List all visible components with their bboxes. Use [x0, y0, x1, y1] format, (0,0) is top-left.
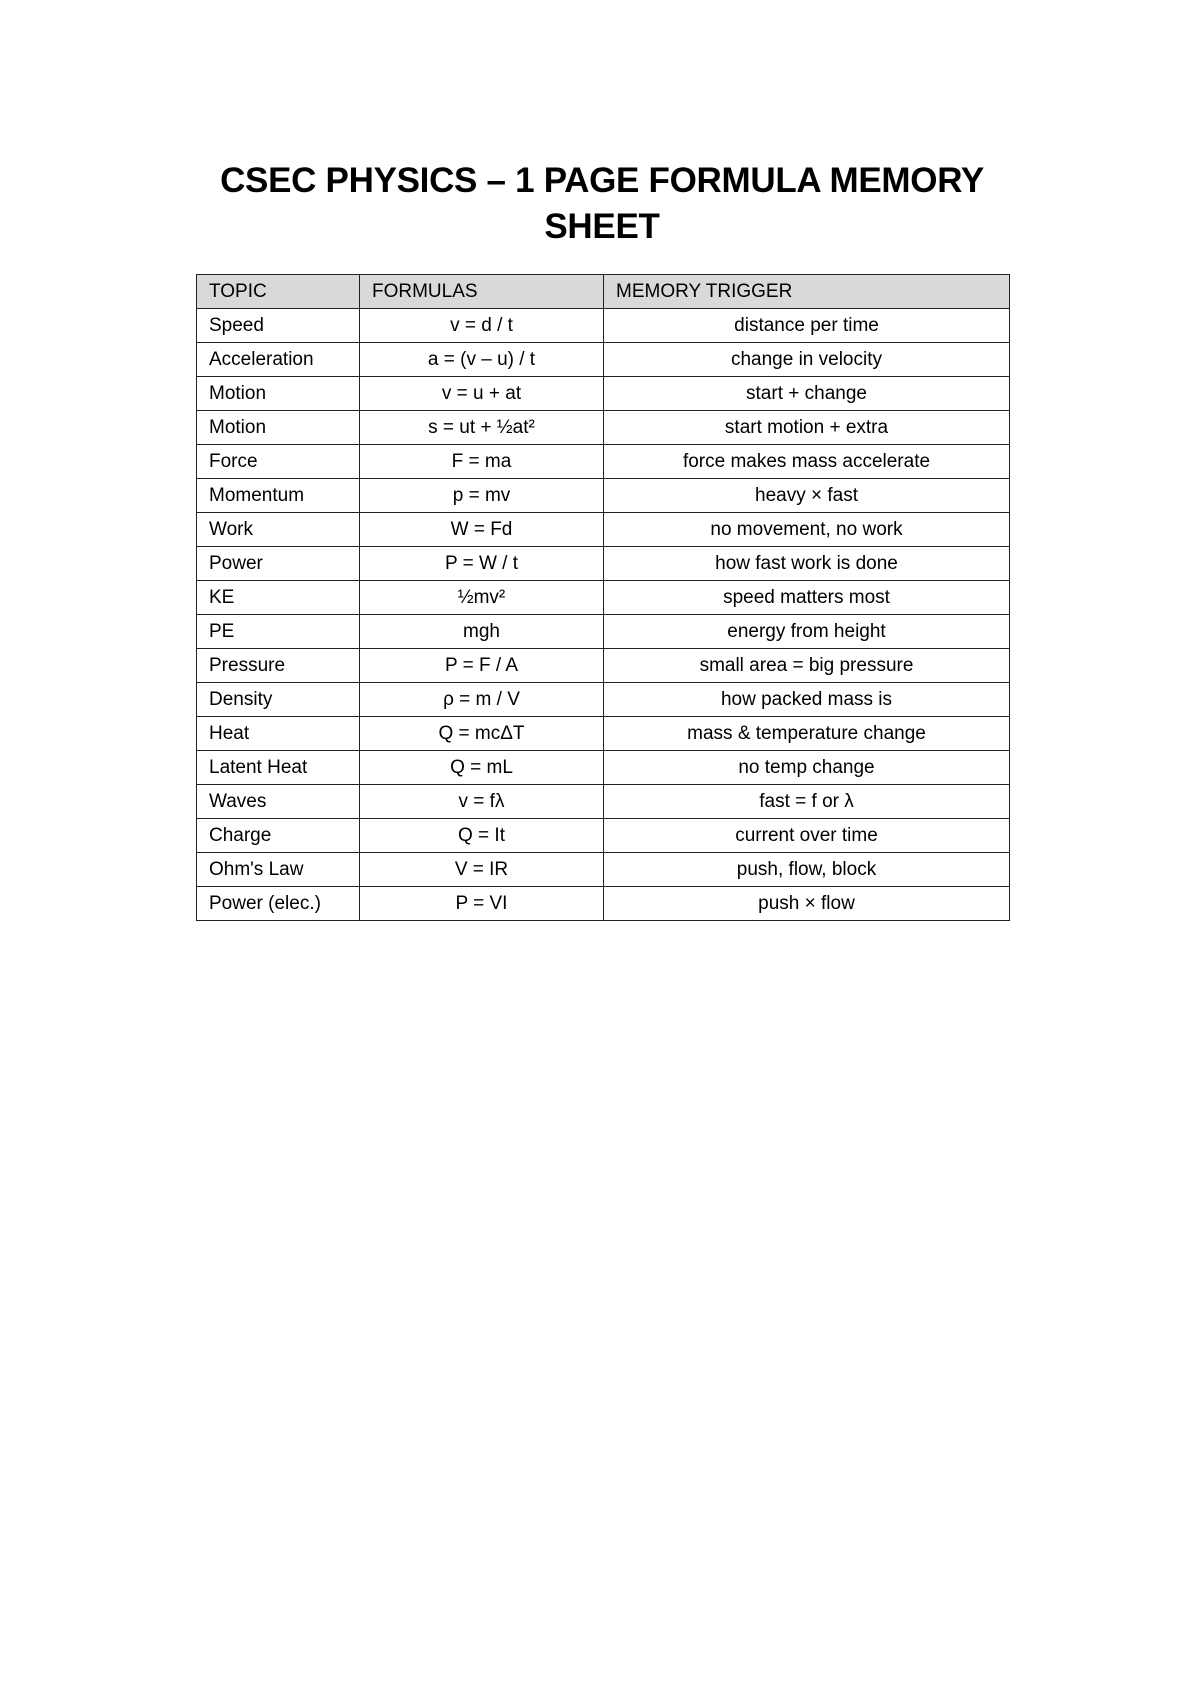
table-row [197, 309, 1010, 343]
memory-trigger-cell: heavy × fast [604, 479, 1010, 513]
topic-cell: Pressure [197, 649, 360, 683]
formula-cell: P = W / t [360, 547, 604, 581]
memory-trigger-cell: push × flow [604, 887, 1010, 921]
table-row [197, 445, 1010, 479]
formula-cell: Q = mL [360, 751, 604, 785]
topic-cell: Work [197, 513, 360, 547]
table-row [197, 717, 1010, 751]
header-topic: TOPIC [197, 275, 360, 309]
topic-cell: Power (elec.) [197, 887, 360, 921]
table-row [197, 547, 1010, 581]
formula-cell: P = F / A [360, 649, 604, 683]
memory-trigger-cell: how fast work is done [604, 547, 1010, 581]
table-header-row [197, 275, 1010, 309]
topic-cell: Latent Heat [197, 751, 360, 785]
memory-trigger-cell: no temp change [604, 751, 1010, 785]
memory-trigger-cell: energy from height [604, 615, 1010, 649]
table-body [197, 309, 1010, 921]
memory-trigger-cell: how packed mass is [604, 683, 1010, 717]
memory-trigger-cell: mass & temperature change [604, 717, 1010, 751]
table-row [197, 649, 1010, 683]
memory-trigger-cell: distance per time [604, 309, 1010, 343]
memory-trigger-cell: fast = f or λ [604, 785, 1010, 819]
formula-cell: v = u + at [360, 377, 604, 411]
table-row [197, 411, 1010, 445]
memory-trigger-cell: no movement, no work [604, 513, 1010, 547]
table-row [197, 785, 1010, 819]
table-row [197, 377, 1010, 411]
topic-cell: Heat [197, 717, 360, 751]
memory-trigger-cell: start motion + extra [604, 411, 1010, 445]
formula-cell: P = VI [360, 887, 604, 921]
memory-trigger-cell: start + change [604, 377, 1010, 411]
topic-cell: Momentum [197, 479, 360, 513]
topic-cell: Motion [197, 377, 360, 411]
memory-trigger-cell: change in velocity [604, 343, 1010, 377]
formula-cell: ½mv² [360, 581, 604, 615]
table-row [197, 615, 1010, 649]
table-row [197, 479, 1010, 513]
topic-cell: Force [197, 445, 360, 479]
formula-cell: F = ma [360, 445, 604, 479]
formula-cell: Q = mcΔT [360, 717, 604, 751]
memory-trigger-cell: current over time [604, 819, 1010, 853]
memory-trigger-cell: speed matters most [604, 581, 1010, 615]
memory-trigger-cell: force makes mass accelerate [604, 445, 1010, 479]
formula-table [196, 274, 1010, 921]
topic-cell: Motion [197, 411, 360, 445]
topic-cell: Speed [197, 309, 360, 343]
table-row [197, 819, 1010, 853]
memory-trigger-cell: push, flow, block [604, 853, 1010, 887]
topic-cell: Waves [197, 785, 360, 819]
table-header [197, 275, 1010, 309]
formula-cell: s = ut + ½at² [360, 411, 604, 445]
formula-cell: v = d / t [360, 309, 604, 343]
formula-cell: V = IR [360, 853, 604, 887]
table-row [197, 853, 1010, 887]
topic-cell: Acceleration [197, 343, 360, 377]
table-row [197, 581, 1010, 615]
formula-cell: v = fλ [360, 785, 604, 819]
table-row [197, 751, 1010, 785]
memory-trigger-cell: small area = big pressure [604, 649, 1010, 683]
table-row [197, 343, 1010, 377]
table-row [197, 683, 1010, 717]
formula-cell: ρ = m / V [360, 683, 604, 717]
table-row [197, 513, 1010, 547]
topic-cell: PE [197, 615, 360, 649]
topic-cell: KE [197, 581, 360, 615]
formula-cell: p = mv [360, 479, 604, 513]
topic-cell: Ohm's Law [197, 853, 360, 887]
header-formulas: FORMULAS [360, 275, 604, 309]
formula-cell: W = Fd [360, 513, 604, 547]
formula-cell: Q = It [360, 819, 604, 853]
formula-cell: a = (v – u) / t [360, 343, 604, 377]
formula-cell: mgh [360, 615, 604, 649]
table-row [197, 887, 1010, 921]
topic-cell: Density [197, 683, 360, 717]
page-title: CSEC PHYSICS – 1 PAGE FORMULA MEMORY SHEET [220, 161, 984, 246]
header-memory-trigger: MEMORY TRIGGER [604, 275, 1010, 309]
topic-cell: Charge [197, 819, 360, 853]
topic-cell: Power [197, 547, 360, 581]
